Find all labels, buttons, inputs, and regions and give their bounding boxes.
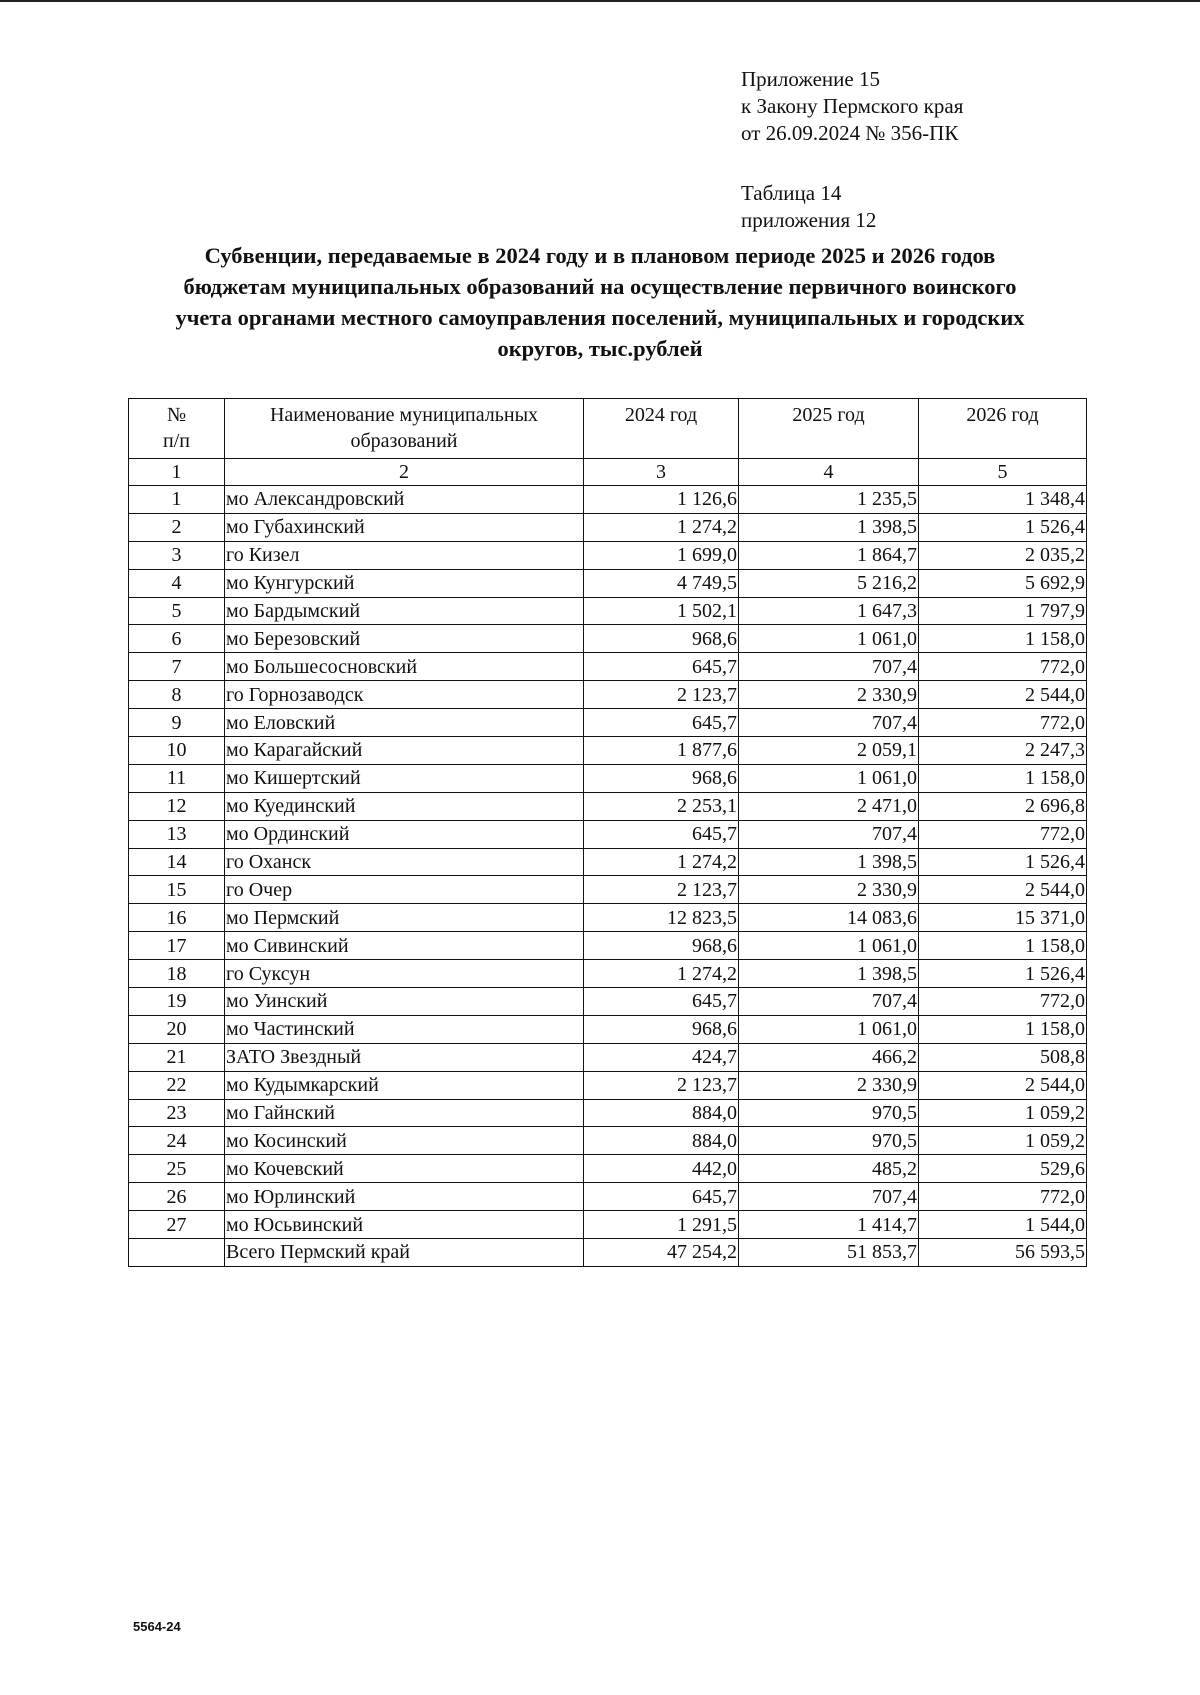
municipality-name: мо Ординский [225, 820, 584, 848]
value-2025: 707,4 [739, 988, 919, 1016]
value-2026: 1 158,0 [919, 1015, 1087, 1043]
header-2026: 2026 год [919, 399, 1087, 459]
value-2024: 12 823,5 [584, 904, 739, 932]
value-2025: 707,4 [739, 820, 919, 848]
row-number: 12 [129, 792, 225, 820]
municipality-name: мо Частинский [225, 1015, 584, 1043]
value-2024: 1 502,1 [584, 597, 739, 625]
value-2024: 884,0 [584, 1127, 739, 1155]
table-row [129, 1099, 1087, 1127]
municipality-name: мо Карагайский [225, 737, 584, 765]
table-row [129, 653, 1087, 681]
total-2024: 47 254,2 [584, 1239, 739, 1267]
row-number: 18 [129, 960, 225, 988]
value-2025: 707,4 [739, 653, 919, 681]
value-2026: 772,0 [919, 653, 1087, 681]
document-code: 5564-24 [133, 1619, 181, 1634]
header-2024: 2024 год [584, 399, 739, 459]
header-name: Наименование муниципальных образований [225, 399, 584, 459]
value-2026: 15 371,0 [919, 904, 1087, 932]
total-2025: 51 853,7 [739, 1239, 919, 1267]
value-2026: 2 035,2 [919, 541, 1087, 569]
colnum-1: 1 [129, 459, 225, 486]
value-2026: 2 696,8 [919, 792, 1087, 820]
row-number: 13 [129, 820, 225, 848]
table-row [129, 1155, 1087, 1183]
row-number: 21 [129, 1043, 225, 1071]
page-top-edge [0, 0, 1200, 2]
row-number: 15 [129, 876, 225, 904]
table-row [129, 764, 1087, 792]
row-number: 25 [129, 1155, 225, 1183]
value-2024: 2 123,7 [584, 681, 739, 709]
value-2024: 1 274,2 [584, 848, 739, 876]
municipality-name: мо Еловский [225, 709, 584, 737]
table-number: Таблица 14 [741, 181, 842, 205]
value-2025: 2 330,9 [739, 681, 919, 709]
municipality-name: мо Кишертский [225, 764, 584, 792]
value-2025: 707,4 [739, 709, 919, 737]
value-2026: 508,8 [919, 1043, 1087, 1071]
value-2026: 1 348,4 [919, 486, 1087, 514]
value-2026: 1 158,0 [919, 764, 1087, 792]
title-line-1: Субвенции, передаваемые в 2024 году и в плановом периоде 2025 и 2026 годов [204, 243, 996, 268]
table-row [129, 1043, 1087, 1071]
municipality-name: го Суксун [225, 960, 584, 988]
table-row [129, 625, 1087, 653]
value-2026: 772,0 [919, 988, 1087, 1016]
value-2025: 1 398,5 [739, 960, 919, 988]
table-header-row [129, 399, 1087, 459]
title-line-3: учета органами местного самоуправления поселений, муниципальных и городских [175, 305, 1025, 330]
row-number: 1 [129, 486, 225, 514]
row-number: 11 [129, 764, 225, 792]
row-number: 17 [129, 932, 225, 960]
row-number: 2 [129, 513, 225, 541]
value-2025: 1 414,7 [739, 1211, 919, 1239]
row-number: 5 [129, 597, 225, 625]
column-numbers-row [129, 459, 1087, 486]
colnum-2: 2 [225, 459, 584, 486]
header-number: № п/п [129, 399, 225, 459]
municipality-name: мо Куединский [225, 792, 584, 820]
value-2025: 1 398,5 [739, 848, 919, 876]
row-number: 22 [129, 1071, 225, 1099]
value-2024: 442,0 [584, 1155, 739, 1183]
title-line-4: округов, тыс.рублей [497, 336, 703, 361]
row-number: 3 [129, 541, 225, 569]
table-row [129, 541, 1087, 569]
appendix-header [741, 66, 963, 147]
value-2025: 2 330,9 [739, 876, 919, 904]
colnum-4: 4 [739, 459, 919, 486]
value-2025: 1 061,0 [739, 625, 919, 653]
value-2024: 2 253,1 [584, 792, 739, 820]
table-row [129, 1183, 1087, 1211]
row-number: 9 [129, 709, 225, 737]
table-row [129, 1127, 1087, 1155]
value-2026: 1 059,2 [919, 1127, 1087, 1155]
value-2026: 2 544,0 [919, 1071, 1087, 1099]
value-2025: 970,5 [739, 1127, 919, 1155]
total-2026: 56 593,5 [919, 1239, 1087, 1267]
table-appendix: приложения 12 [741, 208, 877, 232]
table-row [129, 904, 1087, 932]
value-2025: 1 235,5 [739, 486, 919, 514]
table-row [129, 709, 1087, 737]
municipality-name: го Очер [225, 876, 584, 904]
appendix-law: к Закону Пермского края [741, 94, 964, 118]
municipality-name: го Оханск [225, 848, 584, 876]
value-2025: 1 398,5 [739, 513, 919, 541]
value-2024: 645,7 [584, 653, 739, 681]
municipality-name: го Кизел [225, 541, 584, 569]
appendix-number: Приложение 15 [741, 67, 880, 91]
value-2024: 424,7 [584, 1043, 739, 1071]
value-2024: 884,0 [584, 1099, 739, 1127]
row-number: 26 [129, 1183, 225, 1211]
municipality-name: мо Губахинский [225, 513, 584, 541]
municipality-name: мо Гайнский [225, 1099, 584, 1127]
municipality-name: мо Большесосновский [225, 653, 584, 681]
value-2025: 466,2 [739, 1043, 919, 1071]
value-2025: 1 647,3 [739, 597, 919, 625]
value-2026: 1 059,2 [919, 1099, 1087, 1127]
value-2024: 645,7 [584, 1183, 739, 1211]
value-2026: 529,6 [919, 1155, 1087, 1183]
value-2025: 485,2 [739, 1155, 919, 1183]
value-2025: 707,4 [739, 1183, 919, 1211]
municipality-name: мо Кунгурский [225, 569, 584, 597]
colnum-3: 3 [584, 459, 739, 486]
subventions-table [128, 398, 1087, 1267]
table-row [129, 792, 1087, 820]
title-line-2: бюджетам муниципальных образований на осуществление первичного воинского [183, 274, 1017, 299]
value-2024: 1 699,0 [584, 541, 739, 569]
value-2024: 968,6 [584, 1015, 739, 1043]
municipality-name: мо Бардымский [225, 597, 584, 625]
table-row [129, 876, 1087, 904]
table-reference [741, 180, 876, 234]
total-label: Всего Пермский край [225, 1239, 584, 1267]
row-number: 19 [129, 988, 225, 1016]
value-2026: 1 158,0 [919, 625, 1087, 653]
value-2026: 1 526,4 [919, 960, 1087, 988]
row-number: 8 [129, 681, 225, 709]
value-2025: 5 216,2 [739, 569, 919, 597]
municipality-name: мо Березовский [225, 625, 584, 653]
document-title [130, 240, 1070, 364]
table-row [129, 820, 1087, 848]
value-2024: 645,7 [584, 820, 739, 848]
municipality-name: мо Юсьвинский [225, 1211, 584, 1239]
value-2026: 2 544,0 [919, 681, 1087, 709]
value-2025: 1 864,7 [739, 541, 919, 569]
value-2025: 1 061,0 [739, 764, 919, 792]
municipality-name: мо Александровский [225, 486, 584, 514]
table-total-row [129, 1239, 1087, 1267]
row-number: 20 [129, 1015, 225, 1043]
table-row [129, 1211, 1087, 1239]
table-row [129, 848, 1087, 876]
value-2026: 1 526,4 [919, 848, 1087, 876]
row-number: 16 [129, 904, 225, 932]
table-row [129, 737, 1087, 765]
municipality-name: мо Уинский [225, 988, 584, 1016]
municipality-name: мо Юрлинский [225, 1183, 584, 1211]
municipality-name: ЗАТО Звездный [225, 1043, 584, 1071]
table-row [129, 932, 1087, 960]
value-2025: 2 059,1 [739, 737, 919, 765]
value-2024: 968,6 [584, 625, 739, 653]
municipality-name: мо Косинский [225, 1127, 584, 1155]
value-2025: 14 083,6 [739, 904, 919, 932]
municipality-name: мо Кочевский [225, 1155, 584, 1183]
value-2024: 2 123,7 [584, 876, 739, 904]
table-row [129, 1071, 1087, 1099]
value-2025: 1 061,0 [739, 932, 919, 960]
colnum-5: 5 [919, 459, 1087, 486]
value-2026: 772,0 [919, 1183, 1087, 1211]
table-row [129, 486, 1087, 514]
municipality-name: мо Сивинский [225, 932, 584, 960]
value-2024: 1 291,5 [584, 1211, 739, 1239]
row-number: 14 [129, 848, 225, 876]
value-2026: 772,0 [919, 820, 1087, 848]
value-2024: 4 749,5 [584, 569, 739, 597]
appendix-date: от 26.09.2024 № 356-ПК [741, 121, 959, 145]
municipality-name: мо Кудымкарский [225, 1071, 584, 1099]
value-2024: 968,6 [584, 932, 739, 960]
municipality-name: мо Пермский [225, 904, 584, 932]
value-2024: 1 274,2 [584, 513, 739, 541]
value-2024: 1 274,2 [584, 960, 739, 988]
value-2024: 968,6 [584, 764, 739, 792]
value-2025: 2 471,0 [739, 792, 919, 820]
row-number: 7 [129, 653, 225, 681]
value-2026: 1 158,0 [919, 932, 1087, 960]
value-2026: 1 797,9 [919, 597, 1087, 625]
municipality-name: го Горнозаводск [225, 681, 584, 709]
table-row [129, 513, 1087, 541]
row-number: 10 [129, 737, 225, 765]
value-2025: 970,5 [739, 1099, 919, 1127]
value-2026: 1 544,0 [919, 1211, 1087, 1239]
value-2026: 1 526,4 [919, 513, 1087, 541]
value-2025: 2 330,9 [739, 1071, 919, 1099]
value-2024: 1 877,6 [584, 737, 739, 765]
value-2026: 5 692,9 [919, 569, 1087, 597]
value-2026: 772,0 [919, 709, 1087, 737]
value-2025: 1 061,0 [739, 1015, 919, 1043]
row-number: 23 [129, 1099, 225, 1127]
value-2026: 2 247,3 [919, 737, 1087, 765]
value-2024: 1 126,6 [584, 486, 739, 514]
table-row [129, 569, 1087, 597]
table-row [129, 1015, 1087, 1043]
table-row [129, 960, 1087, 988]
row-number: 6 [129, 625, 225, 653]
table-row [129, 597, 1087, 625]
table-row [129, 681, 1087, 709]
value-2024: 645,7 [584, 988, 739, 1016]
row-number: 27 [129, 1211, 225, 1239]
row-number: 24 [129, 1127, 225, 1155]
table-row [129, 988, 1087, 1016]
row-number: 4 [129, 569, 225, 597]
value-2026: 2 544,0 [919, 876, 1087, 904]
total-number [129, 1239, 225, 1267]
value-2024: 645,7 [584, 709, 739, 737]
header-2025: 2025 год [739, 399, 919, 459]
table-body [129, 486, 1087, 1267]
value-2024: 2 123,7 [584, 1071, 739, 1099]
